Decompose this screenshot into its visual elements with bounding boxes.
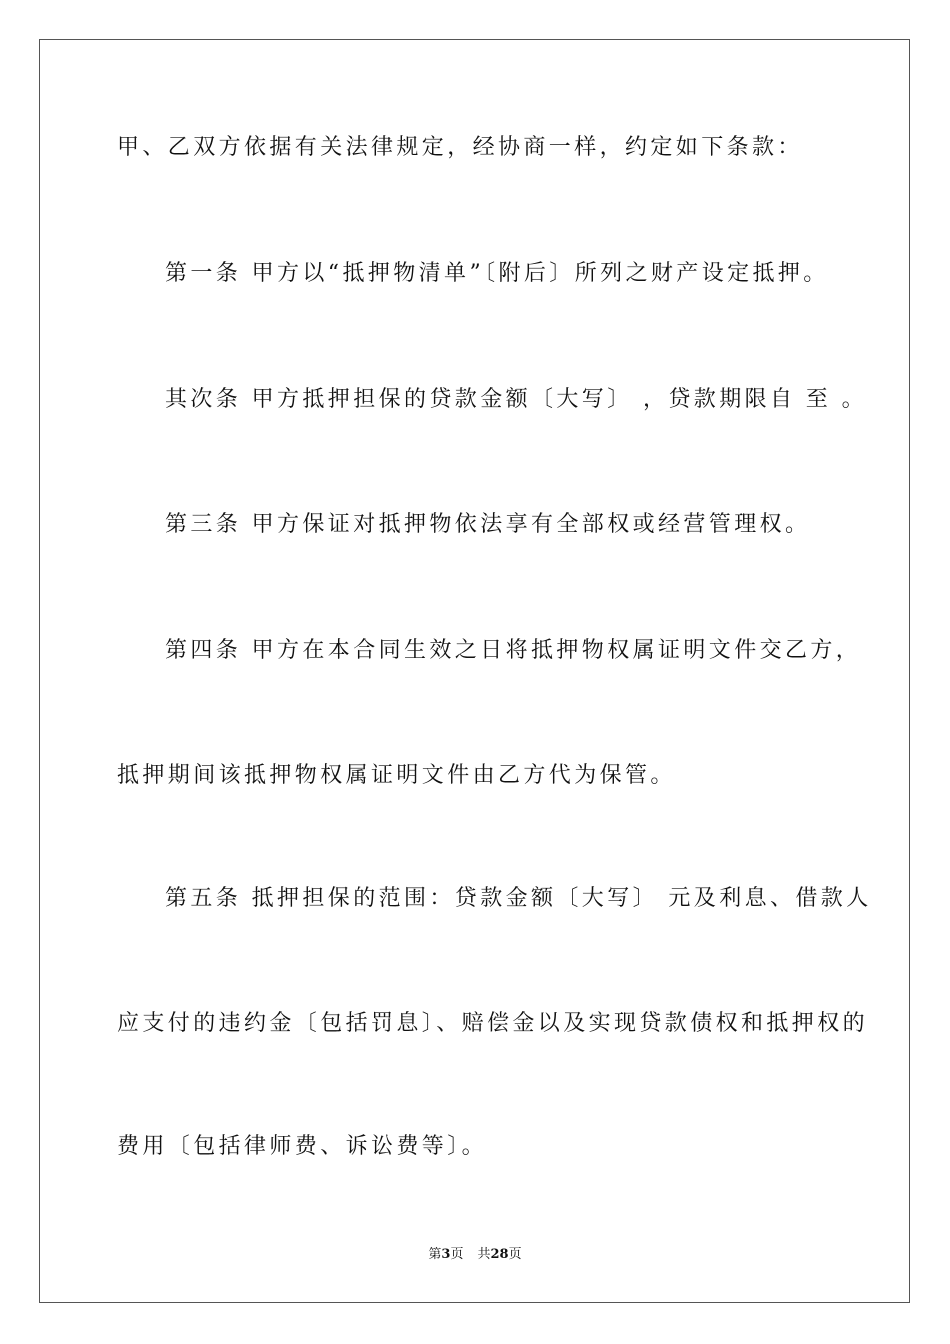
page-prefix: 第: [428, 1247, 442, 1262]
paragraph-article-5-cont-1: 应支付的违约金〔包括罚息〕、赔偿金以及实现贷款债权和抵押权的: [117, 1011, 869, 1036]
total-suffix: 页: [508, 1247, 522, 1262]
paragraph-article-4-cont: 抵押期间该抵押物权属证明文件由乙方代为保管。: [117, 763, 676, 788]
paragraph-article-5: 第五条 抵押担保的范围：贷款金额〔大写〕 元及利息、借款人: [165, 886, 872, 911]
total-prefix: 共: [477, 1247, 491, 1262]
paragraph-article-5-cont-2: 费用〔包括律师费、诉讼费等〕。: [117, 1134, 488, 1159]
page-suffix: 页: [450, 1247, 464, 1262]
total-pages: 28: [490, 1247, 509, 1262]
page-number: 3: [441, 1247, 451, 1262]
paragraph-article-3: 第三条 甲方保证对抵押物依法享有全部权或经营管理权。: [165, 512, 811, 537]
paragraph-article-4: 第四条 甲方在本合同生效之日将抵押物权属证明文件交乙方，: [165, 638, 862, 663]
paragraph-intro: 甲、乙双方依据有关法律规定，经协商一样，约定如下条款：: [117, 135, 803, 160]
paragraph-article-1: 第一条 甲方以“抵押物清单”〔附后〕所列之财产设定抵押。: [165, 261, 829, 286]
paragraph-article-2: 其次条 甲方抵押担保的贷款金额〔大写〕 ，贷款期限自 至 。: [165, 387, 867, 412]
page-footer: [0, 1246, 950, 1264]
page-border: [39, 39, 910, 1303]
